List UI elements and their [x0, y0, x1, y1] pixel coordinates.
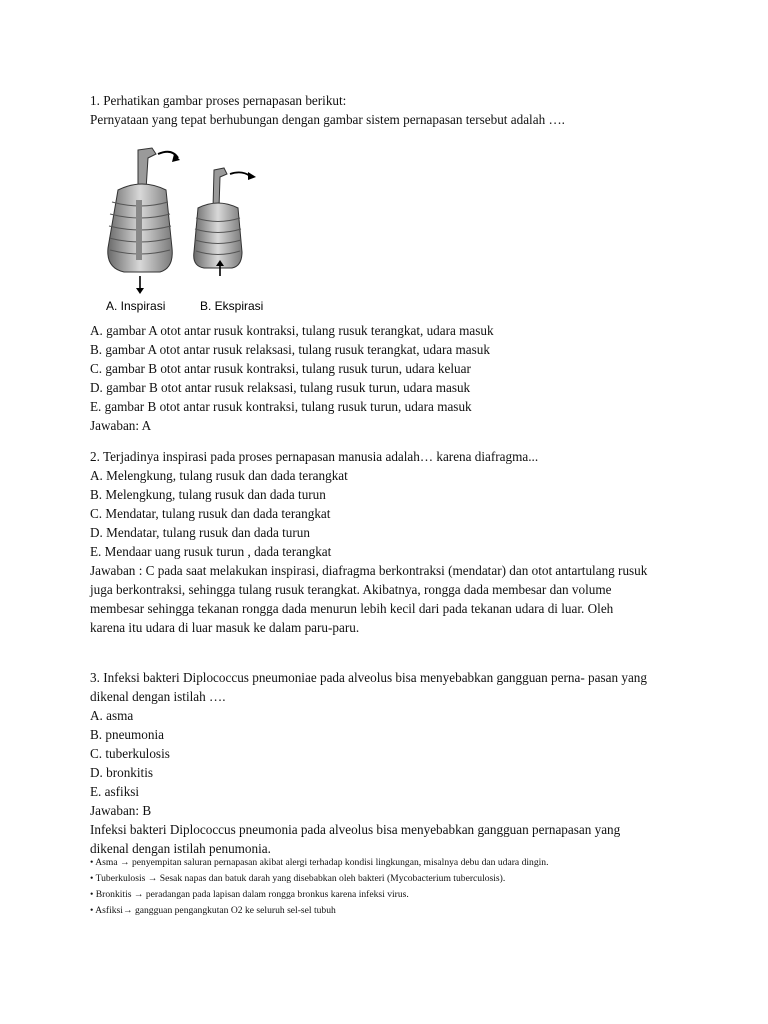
q1-option-a: A. gambar A otot antar rusuk kontraksi, tulang rusuk terangkat, udara masuk	[90, 323, 494, 338]
q2-option-e: E. Mendaar uang rusuk turun , dada terangkat	[90, 544, 332, 559]
q2-explanation-line: Jawaban : C pada saat melakukan inspirasi, diafragma berkontraksi (mendatar) dan otot antartulang rusuk	[90, 563, 648, 578]
q1-option-d: D. gambar B otot antar rusuk relaksasi, tulang rusuk turun, udara masuk	[90, 380, 471, 395]
q1-option-b: B. gambar A otot antar rusuk relaksasi, tulang rusuk terangkat, udara masuk	[90, 342, 490, 357]
q3-explanation-line: Infeksi bakteri Diplococcus pneumonia pada alveolus bisa menyebabkan gangguan pernapasan yang	[90, 822, 621, 837]
q3-answer: Jawaban: B	[90, 803, 152, 818]
q2-option-b: B. Melengkung, tulang rusuk dan dada turun	[90, 487, 326, 502]
q2-title: 2. Terjadinya inspirasi pada proses pernapasan manusia adalah… karena diafragma...	[90, 449, 539, 464]
q2-option-c: C. Mendatar, tulang rusuk dan dada terangkat	[90, 506, 331, 521]
q2-explanation-line: juga berkontraksi, sehingga tulang rusuk terangkat. Akibatnya, rongga dada membesar dan volume	[90, 582, 612, 597]
q1-answer: Jawaban: A	[90, 418, 152, 433]
lungs-illustration	[90, 140, 290, 320]
q1-option-c: C. gambar B otot antar rusuk kontraksi, tulang rusuk turun, udara keluar	[90, 361, 471, 376]
inspiration-lungs	[108, 148, 180, 294]
q2-explanation-line: membesar sehingga tekanan rongga dada menurun lebih kecil dari pada tekanan udara di luar. Oleh	[90, 601, 614, 616]
expiration-lungs	[194, 168, 256, 276]
q3-title-line: 3. Infeksi bakteri Diplococcus pneumoniae pada alveolus bisa menyebabkan gangguan perna- pasan yang	[90, 670, 647, 685]
q2-option-a: A. Melengkung, tulang rusuk dan dada terangkat	[90, 468, 348, 483]
q3-option-c: C. tuberkulosis	[90, 746, 170, 761]
breathing-figure	[90, 140, 290, 320]
q3-title-line: dikenal dengan istilah ….	[90, 689, 226, 704]
q1-stem: Pernyataan yang tepat berhubungan dengan gambar sistem pernapasan tersebut adalah ….	[90, 112, 565, 127]
q3-option-b: B. pneumonia	[90, 727, 164, 742]
figure-label-a: A. Inspirasi	[106, 299, 166, 313]
q3-option-e: E. asfiksi	[90, 784, 140, 799]
q3-note: • Tuberkulosis → Sesak napas dan batuk darah yang disebabkan oleh bakteri (Mycobacterium tuberculosis).	[90, 873, 506, 884]
q2-explanation-line: karena itu udara di luar masuk ke dalam paru-paru.	[90, 620, 360, 635]
q3-option-a: A. asma	[90, 708, 134, 723]
q3-explanation-line: dikenal dengan istilah penumonia.	[90, 841, 271, 856]
q3-note: • Asfiksi→ gangguan pengangkutan O2 ke seluruh sel-sel tubuh	[90, 905, 336, 916]
q2-option-d: D. Mendatar, tulang rusuk dan dada turun	[90, 525, 310, 540]
q1-title: 1. Perhatikan gambar proses pernapasan berikut:	[90, 93, 347, 108]
q3-option-d: D. bronkitis	[90, 765, 154, 780]
q1-option-e: E. gambar B otot antar rusuk kontraksi, tulang rusuk turun, udara masuk	[90, 399, 472, 414]
figure-label-b: B. Ekspirasi	[200, 299, 264, 313]
q3-note: • Bronkitis → peradangan pada lapisan dalam rongga bronkus karena infeksi virus.	[90, 889, 409, 900]
q3-note: • Asma → penyempitan saluran pernapasan akibat alergi terhadap kondisi lingkungan, misalnya debu dan udara dingin.	[90, 857, 549, 868]
